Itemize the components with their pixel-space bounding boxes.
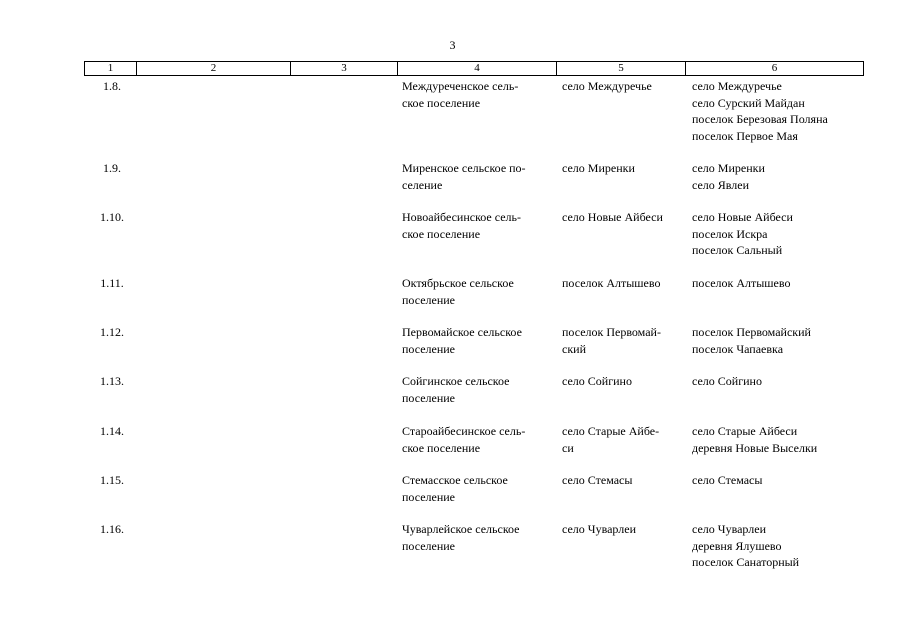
settlement-name-line: поселение [402, 538, 456, 553]
admin-center-line: си [562, 440, 574, 455]
settlement-name [402, 472, 552, 505]
localities-list [692, 275, 864, 292]
localities-list-line: село Сурский Майдан [692, 95, 805, 110]
row-number: 1.11. [100, 276, 124, 290]
admin-center-line: село Чуварлеи [562, 522, 636, 536]
settlement-name-line: Междуреченское сель- [402, 79, 519, 93]
admin-center-line: ский [562, 341, 586, 356]
settlement-name-line: поселение [402, 341, 456, 356]
settlement-name [402, 209, 552, 242]
localities-list-line: село Новые Айбеси [692, 210, 793, 224]
localities-list [692, 521, 864, 571]
admin-center [562, 209, 687, 226]
localities-list-line: село Чуварлеи [692, 522, 766, 536]
localities-list-line: деревня Ялушево [692, 538, 782, 553]
localities-list-line: село Старые Айбеси [692, 424, 798, 438]
settlement-name-line: ское поселение [402, 440, 481, 455]
settlement-name-line: Староайбесинское сель- [402, 424, 526, 438]
localities-list-line: поселок Сальный [692, 243, 783, 257]
admin-center [562, 373, 687, 390]
admin-center-line: село Миренки [562, 161, 635, 175]
admin-center [562, 472, 687, 489]
localities-list [692, 209, 864, 259]
settlement-name-line: ское поселение [402, 226, 481, 241]
row-number: 1.8. [103, 79, 121, 93]
settlement-name-line: Новоайбесинское сель- [402, 210, 522, 224]
localities-list [692, 324, 864, 357]
header-cell-5: 5 [557, 62, 686, 75]
localities-list-line: поселок Искра [692, 226, 768, 241]
header-cell-2: 2 [137, 62, 291, 75]
admin-center [562, 521, 687, 538]
settlement-name-line: Сойгинское сельское [402, 374, 510, 388]
header-cell-1: 1 [85, 62, 137, 75]
localities-list-line: деревня Новые Выселки [692, 440, 818, 455]
header-cell-6: 6 [771, 62, 778, 74]
row-number: 1.9. [103, 161, 121, 175]
localities-list-line: поселок Алтышево [692, 276, 791, 290]
table-header [84, 61, 864, 76]
localities-list-line: поселок Первомайский [692, 325, 811, 339]
admin-center-line: село Старые Айбе- [562, 424, 660, 438]
page-number: 3 [449, 38, 456, 52]
localities-list-line: село Стемасы [692, 473, 763, 487]
admin-center-line: село Стемасы [562, 473, 633, 487]
settlement-name [402, 78, 552, 111]
localities-list-line: село Междуречье [692, 79, 782, 93]
settlement-name-line: Октябрьское сельское [402, 276, 514, 290]
admin-center [562, 423, 687, 456]
localities-list [692, 160, 864, 193]
localities-list-line: поселок Санаторный [692, 555, 800, 569]
localities-list-line: поселок Чапаевка [692, 341, 784, 356]
settlement-name-line: Стемасское сельское [402, 473, 508, 487]
settlement-name [402, 275, 552, 308]
localities-list [692, 78, 864, 144]
admin-center [562, 160, 687, 177]
row-number: 1.12. [100, 325, 124, 339]
row-number: 1.14. [100, 424, 124, 438]
row-number: 1.15. [100, 473, 124, 487]
localities-list-line: село Явлеи [692, 177, 750, 192]
header-cell-3: 3 [291, 62, 398, 75]
settlement-name-line: поселение [402, 489, 456, 504]
settlement-name [402, 373, 552, 406]
localities-list [692, 423, 864, 456]
row-number: 1.13. [100, 374, 124, 388]
admin-center-line: поселок Алтышево [562, 276, 661, 290]
settlement-name [402, 324, 552, 357]
localities-list-line: село Миренки [692, 161, 765, 175]
settlement-name-line: Миренское сельское по- [402, 161, 526, 175]
localities-list-line: село Сойгино [692, 374, 762, 388]
admin-center-line: село Сойгино [562, 374, 632, 388]
row-number: 1.10. [100, 210, 124, 224]
settlement-name [402, 521, 552, 554]
admin-center-line: село Междуречье [562, 79, 652, 93]
settlement-name-line: селение [402, 177, 443, 192]
header-cell-4: 4 [398, 62, 557, 75]
settlement-name-line: Чуварлейское сельское [402, 522, 520, 536]
admin-center [562, 78, 687, 95]
settlement-name-line: поселение [402, 390, 456, 405]
settlement-name-line: Первомайское сельское [402, 325, 522, 339]
admin-center [562, 324, 687, 357]
admin-center-line: поселок Первомай- [562, 325, 661, 339]
localities-list [692, 472, 864, 489]
admin-center-line: село Новые Айбеси [562, 210, 663, 224]
localities-list [692, 373, 864, 390]
row-number: 1.16. [100, 522, 124, 536]
settlement-name [402, 423, 552, 456]
settlement-name-line: поселение [402, 292, 456, 307]
localities-list-line: поселок Березовая Поляна [692, 112, 828, 126]
localities-list-line: поселок Первое Мая [692, 128, 798, 143]
admin-center [562, 275, 687, 292]
settlement-name [402, 160, 552, 193]
settlement-name-line: ское поселение [402, 95, 481, 110]
